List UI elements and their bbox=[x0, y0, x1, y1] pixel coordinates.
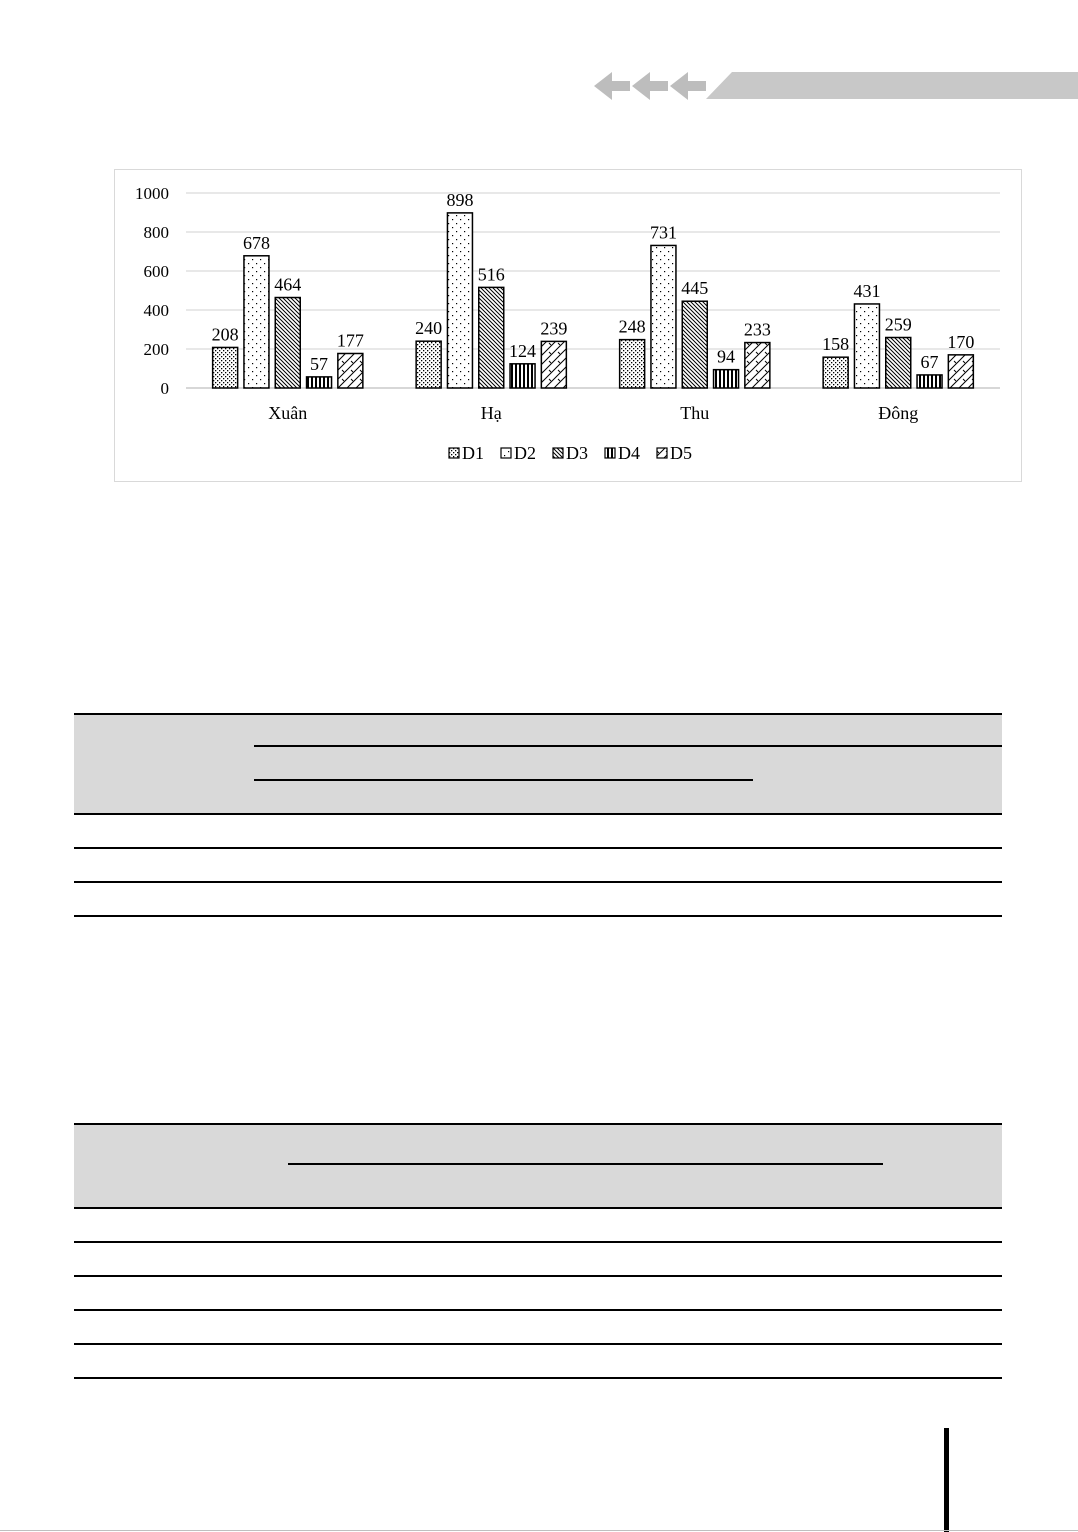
data-label: 464 bbox=[274, 274, 302, 295]
table-2-row-rule bbox=[74, 1309, 1002, 1311]
arrow-left-icon bbox=[594, 72, 630, 100]
bar-d2 bbox=[651, 245, 676, 388]
table-2-row-rule bbox=[74, 1343, 1002, 1345]
data-label: 177 bbox=[336, 330, 364, 351]
table-1-row-rule bbox=[74, 881, 1002, 883]
table-2-row-rule bbox=[74, 1241, 1002, 1243]
bar-d5 bbox=[745, 343, 770, 388]
bar-d3 bbox=[479, 287, 504, 388]
bar-d5 bbox=[948, 355, 973, 388]
y-tick-label: 600 bbox=[143, 262, 169, 281]
data-label: 170 bbox=[947, 331, 975, 352]
bar-d4 bbox=[917, 375, 942, 388]
table-1-header bbox=[74, 713, 1002, 815]
legend-swatch-d4 bbox=[605, 448, 615, 458]
data-label: 259 bbox=[884, 314, 912, 335]
bar-d2 bbox=[854, 304, 879, 388]
bar-d2 bbox=[244, 256, 269, 388]
bar-d1 bbox=[416, 341, 441, 388]
x-category-label: Thu bbox=[680, 403, 710, 423]
data-label: 67 bbox=[920, 351, 939, 372]
y-tick-label: 200 bbox=[143, 340, 169, 359]
legend-swatch-d5 bbox=[657, 448, 667, 458]
bar-d1 bbox=[823, 357, 848, 388]
bar-d3 bbox=[682, 301, 707, 388]
y-tick-label: 800 bbox=[143, 223, 169, 242]
arrow-left-icon bbox=[670, 72, 706, 100]
bar-d3 bbox=[886, 337, 911, 388]
legend-label: D2 bbox=[514, 443, 536, 463]
x-category-label: Xuân bbox=[268, 403, 308, 423]
x-category-label: Đông bbox=[878, 403, 919, 423]
data-label: 516 bbox=[477, 264, 505, 285]
data-label: 233 bbox=[743, 319, 771, 340]
bar-d4 bbox=[510, 364, 535, 388]
data-label: 124 bbox=[509, 340, 537, 361]
bar-d2 bbox=[447, 213, 472, 388]
table-1-header-rule bbox=[254, 779, 753, 781]
table-2-header bbox=[74, 1123, 1002, 1209]
legend-swatch-d3 bbox=[553, 448, 563, 458]
bar-chart bbox=[115, 170, 1021, 481]
header-ribbon bbox=[706, 72, 1078, 99]
data-label: 431 bbox=[853, 280, 881, 301]
bar-d3 bbox=[275, 298, 300, 388]
x-category-label: Hạ bbox=[480, 403, 502, 423]
data-label: 208 bbox=[211, 324, 239, 345]
bar-d4 bbox=[714, 370, 739, 388]
table-2-row-rule bbox=[74, 1377, 1002, 1379]
legend-label: D5 bbox=[670, 443, 692, 463]
data-label: 57 bbox=[310, 353, 329, 374]
table-2-header-rule bbox=[288, 1163, 883, 1165]
bar-d5 bbox=[338, 353, 363, 388]
y-tick-label: 0 bbox=[160, 379, 169, 398]
legend-label: D4 bbox=[618, 443, 640, 463]
y-tick-label: 1000 bbox=[135, 184, 169, 203]
data-label: 445 bbox=[681, 278, 709, 299]
data-label: 248 bbox=[618, 316, 646, 337]
table-1-row-rule bbox=[74, 915, 1002, 917]
bar-d1 bbox=[620, 340, 645, 388]
table-2-row-rule bbox=[74, 1275, 1002, 1277]
y-tick-label: 400 bbox=[143, 301, 169, 320]
table-1-row-rule bbox=[74, 847, 1002, 849]
footer-rule bbox=[0, 1530, 1078, 1531]
data-label: 158 bbox=[822, 334, 850, 355]
chart-frame bbox=[114, 169, 1022, 482]
data-label: 94 bbox=[717, 346, 736, 367]
bar-d1 bbox=[213, 347, 238, 388]
data-label: 678 bbox=[242, 232, 270, 253]
header-arrow-band bbox=[0, 60, 1078, 110]
table-2 bbox=[74, 1123, 1002, 1383]
legend-label: D3 bbox=[566, 443, 588, 463]
legend-swatch-d2 bbox=[501, 448, 511, 458]
table-1 bbox=[74, 713, 1002, 918]
data-label: 731 bbox=[649, 222, 677, 243]
data-label: 898 bbox=[446, 189, 474, 210]
page-edge-bar bbox=[944, 1428, 949, 1532]
data-label: 239 bbox=[540, 318, 568, 339]
arrow-left-icon bbox=[632, 72, 668, 100]
legend-swatch-d1 bbox=[449, 448, 459, 458]
data-label: 240 bbox=[415, 318, 443, 339]
bar-d5 bbox=[541, 341, 566, 388]
legend-label: D1 bbox=[462, 443, 484, 463]
table-1-header-rule bbox=[254, 745, 1002, 747]
bar-d4 bbox=[307, 377, 332, 388]
